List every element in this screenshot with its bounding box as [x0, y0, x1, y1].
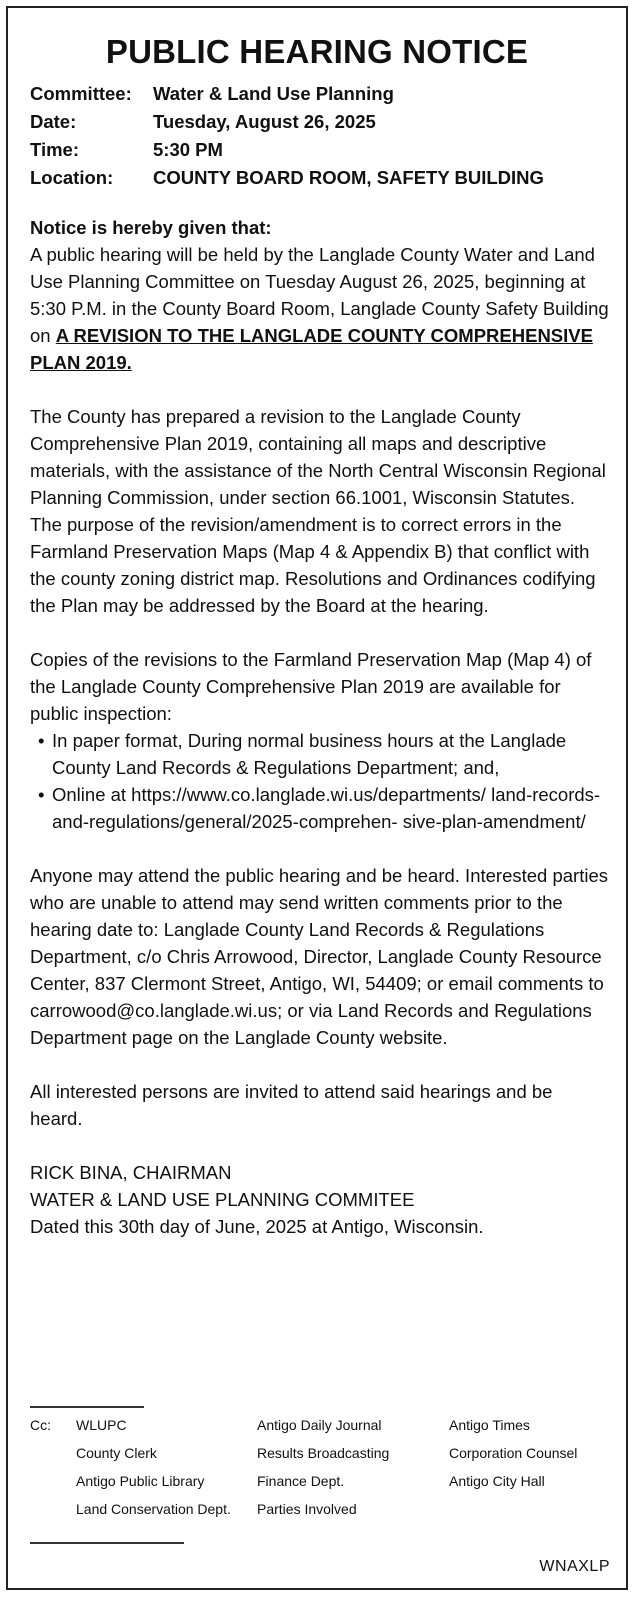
cc-label: Cc:	[30, 1417, 51, 1433]
list-item: Antigo Public Library	[76, 1473, 205, 1489]
list-item: WLUPC	[76, 1417, 127, 1433]
detail-value: COUNTY BOARD ROOM, SAFETY BUILDING	[153, 167, 544, 188]
signature-date: Dated this 30th day of June, 2025 at Antigo, Wisconsin.	[30, 1216, 484, 1237]
revision-title: A REVISION TO THE LANGLADE COUNTY COMPREHENSIVE PLAN 2019.	[30, 325, 593, 373]
detail-label: Location:	[30, 167, 114, 188]
cc-column	[449, 1411, 577, 1495]
hearing-details	[30, 80, 544, 192]
list-item: • Online at https://www.co.langlade.wi.us/departments/ land-records-and-regulations/general/2025-comprehen- sive-plan-amendment/	[38, 781, 610, 835]
cc-column	[257, 1411, 389, 1523]
public-hearing-notice	[6, 6, 628, 1590]
list-item: Finance Dept.	[257, 1473, 345, 1489]
signatory-committee: WATER & LAND USE PLANNING COMMITEE	[30, 1189, 415, 1210]
list-item: Results Broadcasting	[257, 1445, 390, 1461]
detail-value: 5:30 PM	[153, 139, 223, 160]
signature-block	[30, 1159, 610, 1240]
detail-label: Committee:	[30, 83, 132, 104]
invitation-paragraph: All interested persons are invited to attend said hearings and be heard.	[30, 1081, 553, 1129]
list-item: Land Conservation Dept.	[76, 1501, 231, 1517]
detail-time	[30, 136, 544, 164]
notice-lead: Notice is hereby given that:	[30, 217, 272, 238]
detail-value: Water & Land Use Planning	[153, 83, 394, 104]
notice-body	[30, 214, 610, 1240]
list-item: • In paper format, During normal business hours at the Langlade County Land Records & Regulations Department; and,	[38, 727, 610, 781]
detail-label: Date:	[30, 111, 77, 132]
list-item: County Clerk	[76, 1445, 157, 1461]
detail-value: Tuesday, August 26, 2025	[153, 111, 376, 132]
detail-date	[30, 108, 544, 136]
intro-paragraph	[30, 241, 610, 376]
divider	[30, 1406, 144, 1408]
list-item: Parties Involved	[257, 1501, 357, 1517]
comments-paragraph: Anyone may attend the public hearing and be heard. Interested parties who are unable to attend may send written comments prior to the hearing date to: Langlade County Land Records & Regulations Department, c/o Chris Arrowood, Director, Langlade County Resource Center, 837 Clermont Street, Antigo, WI, 54409; or email comments to carrowood@co.langlade.wi.us; or via Land Records and Regulations Department page on the Langlade County website.	[30, 865, 608, 1048]
list-item: Antigo Daily Journal	[257, 1417, 382, 1433]
divider	[30, 1542, 184, 1544]
detail-location	[30, 164, 544, 192]
cc-column	[76, 1411, 231, 1523]
detail-label: Time:	[30, 139, 80, 160]
list-item: Antigo City Hall	[449, 1473, 545, 1489]
intro-text: A public hearing will be held by the Langlade County Water and Land Use Planning Committee on Tuesday August 26, 2025, beginning at 5:30 P.M. in the County Board Room, Langlade County Safety Building on	[30, 244, 609, 346]
list-item: Corporation Counsel	[449, 1445, 578, 1461]
copies-paragraph: Copies of the revisions to the Farmland Preservation Map (Map 4) of the Langlade County Comprehensive Plan 2019 are available for public inspection:	[30, 649, 592, 724]
signatory-name: RICK BINA, CHAIRMAN	[30, 1162, 232, 1183]
availability-list	[30, 727, 610, 835]
reference-code: WNAXLP	[539, 1558, 610, 1575]
notice-title: PUBLIC HEARING NOTICE	[105, 33, 529, 70]
detail-committee	[30, 80, 544, 108]
list-item: Antigo Times	[449, 1417, 530, 1433]
revision-paragraph: The County has prepared a revision to the Langlade County Comprehensive Plan 2019, containing all maps and descriptive materials, with the assistance of the North Central Wisconsin Regional Planning Commission, under section 66.1001, Wisconsin Statutes. The purpose of the revision/amendment is to correct errors in the Farmland Preservation Maps (Map 4 & Appendix B) that conflict with the county zoning district map. Resolutions and Ordinances codifying the Plan may be addressed by the Board at the hearing.	[30, 406, 606, 616]
